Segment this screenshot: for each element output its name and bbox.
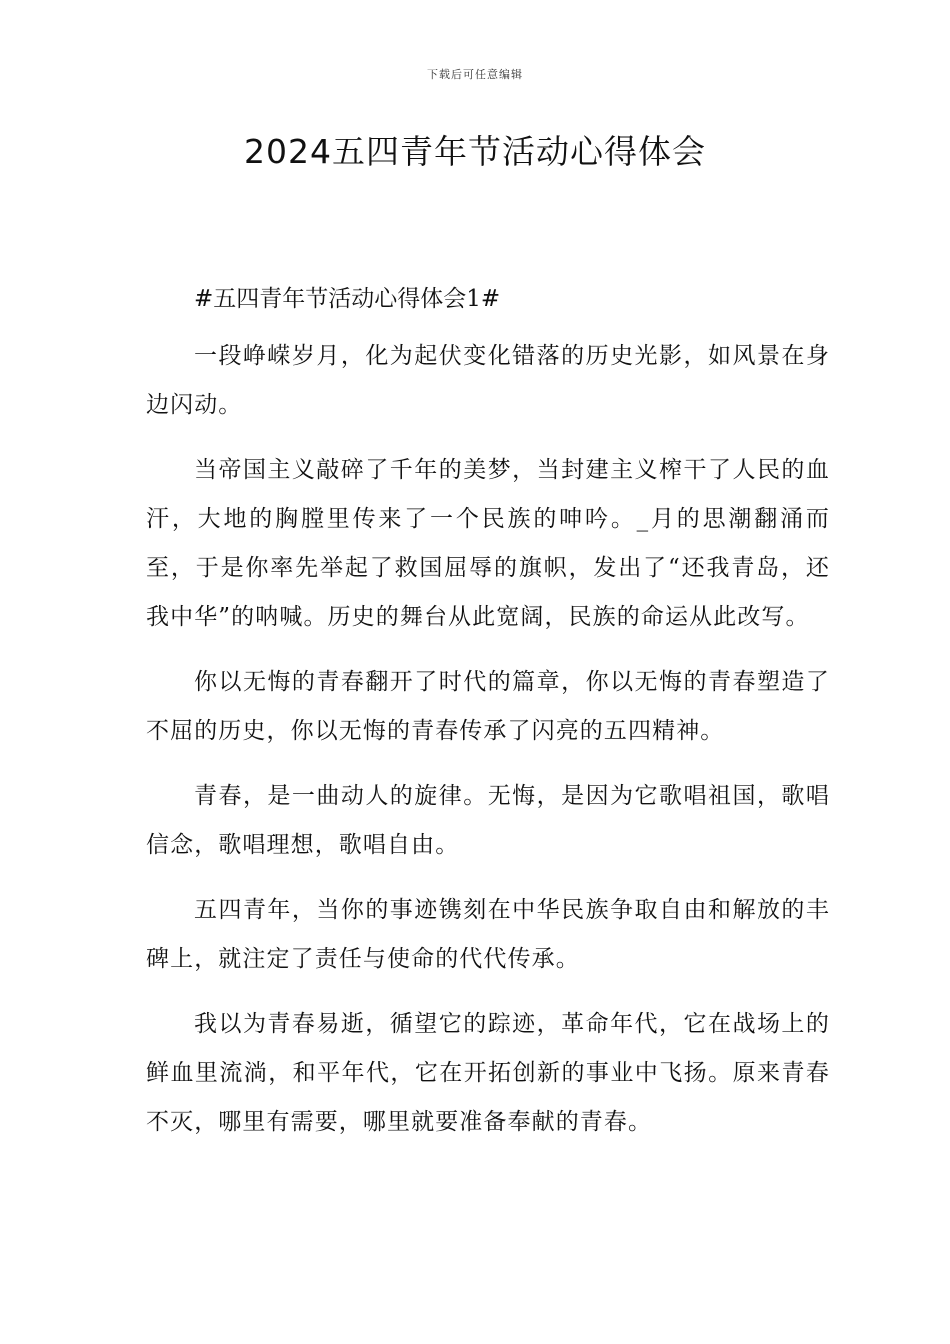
document-body <box>146 283 830 1147</box>
paragraph: 你以无悔的青春翻开了时代的篇章，你以无悔的青春塑造了不屈的历史，你以无悔的青春传承了闪亮的五四精神。 <box>146 669 830 744</box>
paragraph: 青春，是一曲动人的旋律。无悔，是因为它歌唱祖国，歌唱信念，歌唱理想，歌唱自由。 <box>146 783 830 858</box>
paragraph: 一段峥嵘岁月，化为起伏变化错落的历史光影，如风景在身边闪动。 <box>146 343 830 418</box>
paragraph: 五四青年，当你的事迹镌刻在中华民族争取自由和解放的丰碑上，就注定了责任与使命的代代传承。 <box>146 897 830 972</box>
paragraph: 我以为青春易逝，循望它的踪迹，革命年代，它在战场上的鲜血里流淌，和平年代，它在开拓创新的事业中飞扬。原来青春不灭，哪里有需要，哪里就要准备奉献的青春。 <box>146 1011 830 1135</box>
document-title: 2024五四青年节活动心得体会 <box>244 132 706 171</box>
header-note: 下载后可任意编辑 <box>427 68 523 81</box>
paragraph: 当帝国主义敲碎了千年的美梦，当封建主义榨干了人民的血汗，大地的胸膛里传来了一个民族的呻吟。_月的思潮翻涌而至，于是你率先举起了救国屈辱的旗帜，发出了“还我青岛，还我中华”的呐喊。历史的舞台从此宽阔，民族的命运从此改写。 <box>146 457 830 630</box>
section-heading: #五四青年节活动心得体会1# <box>194 286 501 312</box>
